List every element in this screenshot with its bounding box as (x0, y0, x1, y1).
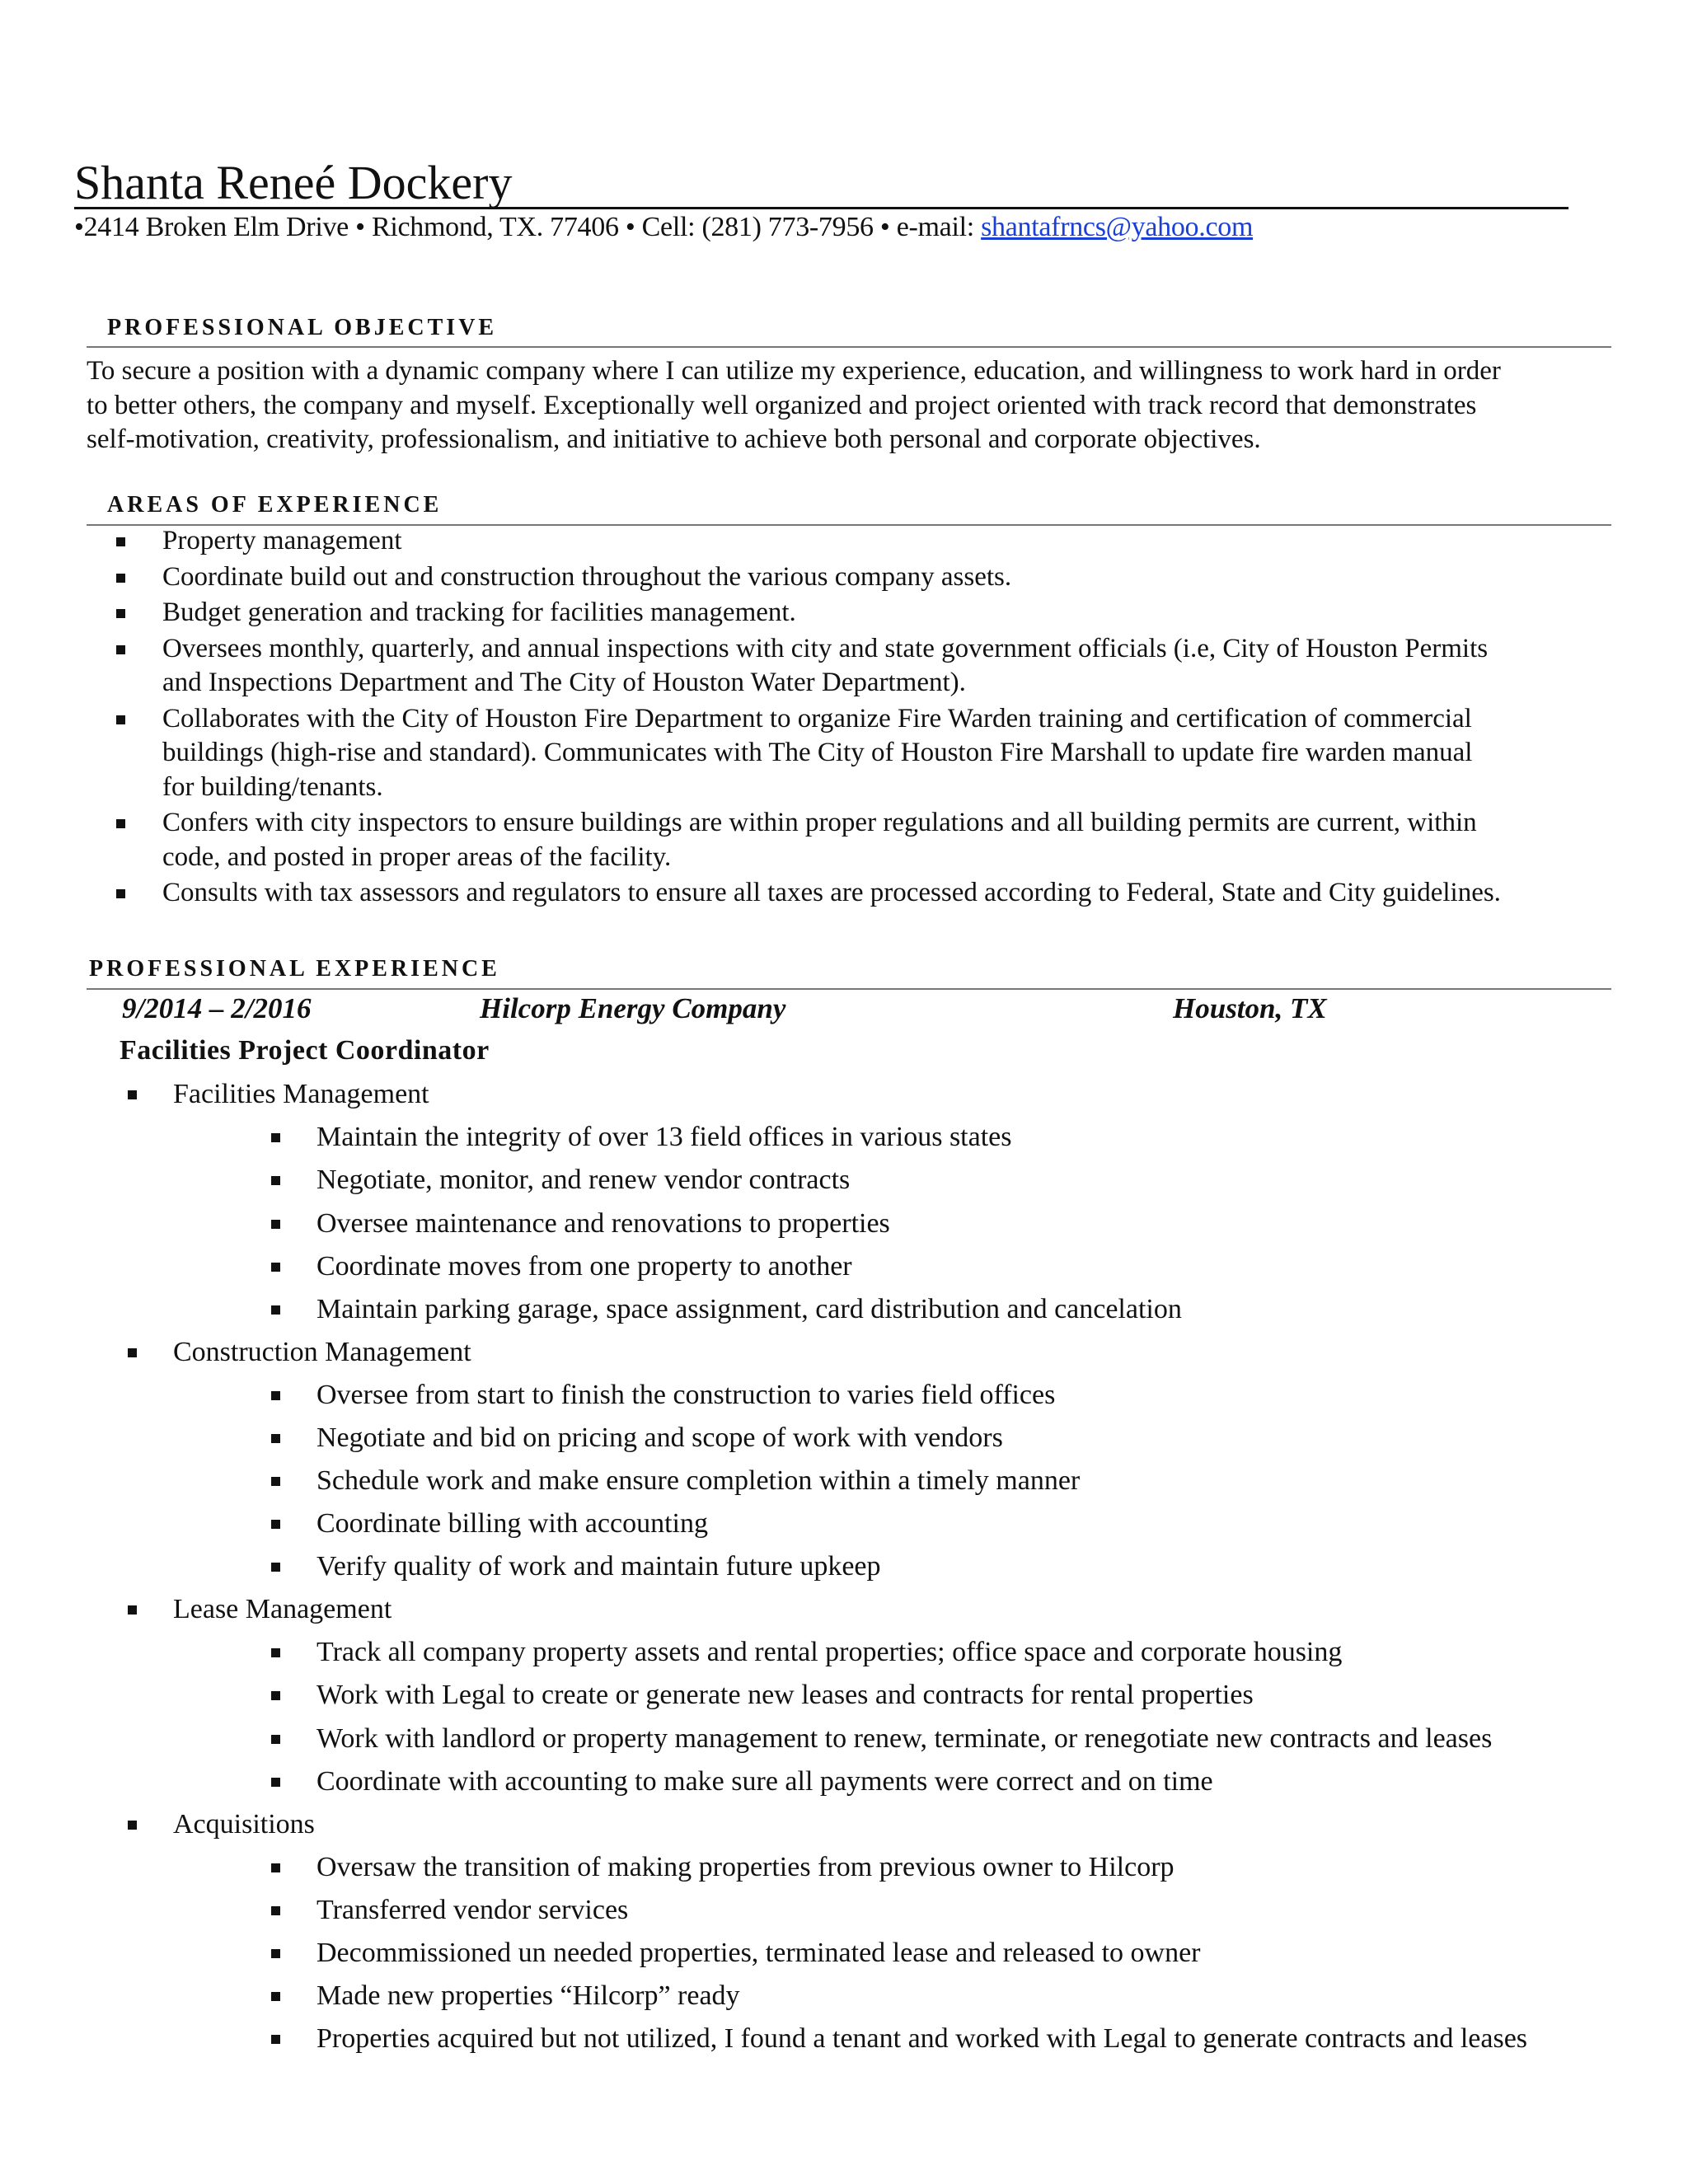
list-item-text: Maintain the integrity of over 13 field offices in various states (316, 1122, 1012, 1152)
list-item-text: Work with Legal to create or generate new leases and contracts for rental properties (316, 1680, 1254, 1710)
list-item-text: Properties acquired but not utilized, I found a tenant and worked with Legal to generate contracts and leases (316, 2023, 1528, 2054)
bullet-square-icon (116, 715, 125, 724)
list-item-text: Decommissioned un needed properties, terminated lease and released to owner (316, 1938, 1201, 1968)
list-item (316, 1249, 852, 1284)
list-item (87, 702, 1611, 805)
bullet-square-icon (271, 1949, 280, 1958)
category-label: Lease Management (173, 1594, 392, 1624)
areas-list (87, 524, 1611, 912)
list-item-text: Oversees monthly, quarterly, and annual inspections with city and state government officials (i.e, City of Houston Permits (162, 633, 1489, 663)
bullet-square-icon (271, 1477, 280, 1486)
objective-line: To secure a position with a dynamic company where I can utilize my experience, education, and willingness to work hard in order (87, 356, 1501, 386)
list-item-text: Coordinate moves from one property to another (316, 1251, 852, 1282)
list-item-text: Coordinate with accounting to make sure all payments were correct and on time (316, 1766, 1213, 1797)
list-item-text: code, and posted in proper areas of the facility. (162, 841, 672, 872)
list-item (316, 1979, 740, 2013)
list-item (87, 632, 1611, 701)
objective-text (87, 354, 1610, 457)
list-item-text: Maintain parking garage, space assignment, card distribution and cancelation (316, 1294, 1182, 1324)
list-item-text: Oversee from start to finish the construction to varies field offices (316, 1380, 1056, 1410)
bullet-square-icon (271, 1735, 280, 1744)
list-item (316, 1635, 1342, 1670)
job-title: Facilities Project Coordinator (120, 1035, 490, 1066)
list-item (316, 1936, 1201, 1971)
bullet-square-icon (116, 609, 125, 618)
bullet-square-icon (271, 1263, 280, 1272)
candidate-name: Shanta Reneé Dockery (74, 156, 513, 209)
bullet-square-icon (271, 1391, 280, 1400)
contact-line (74, 210, 1253, 245)
bullet-square-icon (271, 1176, 280, 1185)
bullet-square-icon (271, 1520, 280, 1529)
list-item-text: Schedule work and make ensure completion within a timely manner (316, 1465, 1081, 1496)
bullet-square-icon (271, 1778, 280, 1787)
list-item (316, 1120, 1012, 1155)
objective-line: to better others, the company and myself. Exceptionally well organized and project oriented with track record that demonstrates (87, 390, 1477, 420)
list-item (87, 560, 1611, 595)
list-item-text: Consults with tax assessors and regulators to ensure all taxes are processed according to Federal, State and City guidelines. (162, 878, 1501, 907)
bullet-square-icon (128, 1821, 137, 1830)
list-item-text: Made new properties “Hilcorp” ready (316, 1980, 740, 2011)
list-item-text: Oversaw the transition of making properties from previous owner to Hilcorp (316, 1852, 1175, 1882)
areas-heading: AREAS OF EXPERIENCE (107, 492, 443, 518)
bullet-square-icon (271, 1992, 280, 2001)
list-item-text: Negotiate, monitor, and renew vendor contracts (316, 1165, 851, 1195)
bullet-square-icon (271, 2035, 280, 2044)
objective-line: self-motivation, creativity, professionalism, and initiative to achieve both personal and corporate objectives. (87, 424, 1261, 454)
experience-heading: PROFESSIONAL EXPERIENCE (89, 956, 500, 982)
list-item (316, 1378, 1055, 1413)
list-item-text: Collaborates with the City of Houston Fire Department to organize Fire Warden training and certification of commercial (162, 703, 1472, 733)
name-underline (74, 207, 1568, 209)
list-item (316, 1765, 1213, 1799)
bullet-square-icon (116, 574, 125, 583)
bullet-square-icon (116, 819, 125, 828)
list-item (316, 1850, 1175, 1885)
bullet-square-icon (271, 1691, 280, 1700)
list-item-text: Property management (162, 526, 402, 555)
bullet-square-icon (271, 1133, 280, 1142)
contact-details: •2414 Broken Elm Drive • Richmond, TX. 77406 • Cell: (281) 773-7956 • e-mail: (74, 212, 982, 242)
list-item (316, 1722, 1492, 1756)
bullet-square-icon (128, 1090, 137, 1099)
list-item-text: buildings (high-rise and standard). Communicates with The City of Houston Fire Marshall to update fire warden manual (162, 738, 1473, 767)
list-item-text: Coordinate billing with accounting (316, 1508, 708, 1539)
category-acquisitions (173, 1807, 315, 1842)
bullet-square-icon (128, 1605, 137, 1615)
list-item (87, 876, 1611, 911)
bullet-square-icon (128, 1348, 137, 1357)
job-company: Hilcorp Energy Company (480, 992, 786, 1024)
category-label: Construction Management (173, 1337, 471, 1367)
list-item (87, 596, 1611, 630)
category-facilities-management (173, 1077, 429, 1112)
list-item-text: Coordinate build out and construction throughout the various company assets. (162, 561, 1012, 592)
list-item-text: Oversee maintenance and renovations to properties (316, 1208, 890, 1239)
list-item (316, 1507, 708, 1541)
category-lease-management (173, 1592, 392, 1627)
category-construction-management (173, 1335, 471, 1370)
list-item (316, 1163, 850, 1197)
list-item (87, 524, 1611, 559)
list-item (87, 806, 1611, 874)
bullet-square-icon (271, 1863, 280, 1872)
objective-rule (87, 346, 1611, 348)
list-item (316, 1678, 1254, 1713)
list-item-text: for building/tenants. (162, 771, 383, 802)
list-item-text: Budget generation and tracking for facilities management. (162, 598, 796, 627)
bullet-square-icon (271, 1305, 280, 1315)
list-item-text: Track all company property assets and rental properties; office space and corporate housing (316, 1637, 1343, 1667)
bullet-square-icon (271, 1563, 280, 1572)
list-item (316, 1549, 881, 1584)
list-item-text: Confers with city inspectors to ensure buildings are within proper regulations and all building permits are current, within (162, 808, 1477, 837)
bullet-square-icon (271, 1220, 280, 1229)
category-label: Acquisitions (173, 1809, 315, 1840)
bullet-square-icon (116, 537, 125, 546)
bullet-square-icon (271, 1906, 280, 1915)
list-item (316, 1893, 628, 1928)
list-item (316, 1464, 1080, 1498)
email-link[interactable]: shantafrncs@yahoo.com (981, 212, 1254, 242)
job-dates: 9/2014 – 2/2016 (122, 992, 312, 1024)
bullet-square-icon (271, 1434, 280, 1443)
list-item-text: and Inspections Department and The City of Houston Water Department). (162, 668, 966, 697)
list-item-text: Negotiate and bid on pricing and scope of work with vendors (316, 1422, 1003, 1453)
list-item (316, 1292, 1182, 1327)
bullet-square-icon (116, 889, 125, 898)
list-item (316, 1207, 890, 1241)
bullet-square-icon (271, 1648, 280, 1657)
list-item (316, 2022, 1527, 2056)
list-item-text: Transferred vendor services (316, 1895, 629, 1925)
list-item-text: Work with landlord or property management to renew, terminate, or renegotiate new contracts and leases (316, 1723, 1493, 1754)
objective-heading: PROFESSIONAL OBJECTIVE (107, 315, 498, 340)
list-item-text: Verify quality of work and maintain future upkeep (316, 1551, 881, 1582)
bullet-square-icon (116, 645, 125, 654)
category-label: Facilities Management (173, 1079, 429, 1109)
list-item (316, 1421, 1003, 1455)
job-location: Houston, TX (1173, 992, 1327, 1024)
experience-rule (87, 988, 1611, 990)
